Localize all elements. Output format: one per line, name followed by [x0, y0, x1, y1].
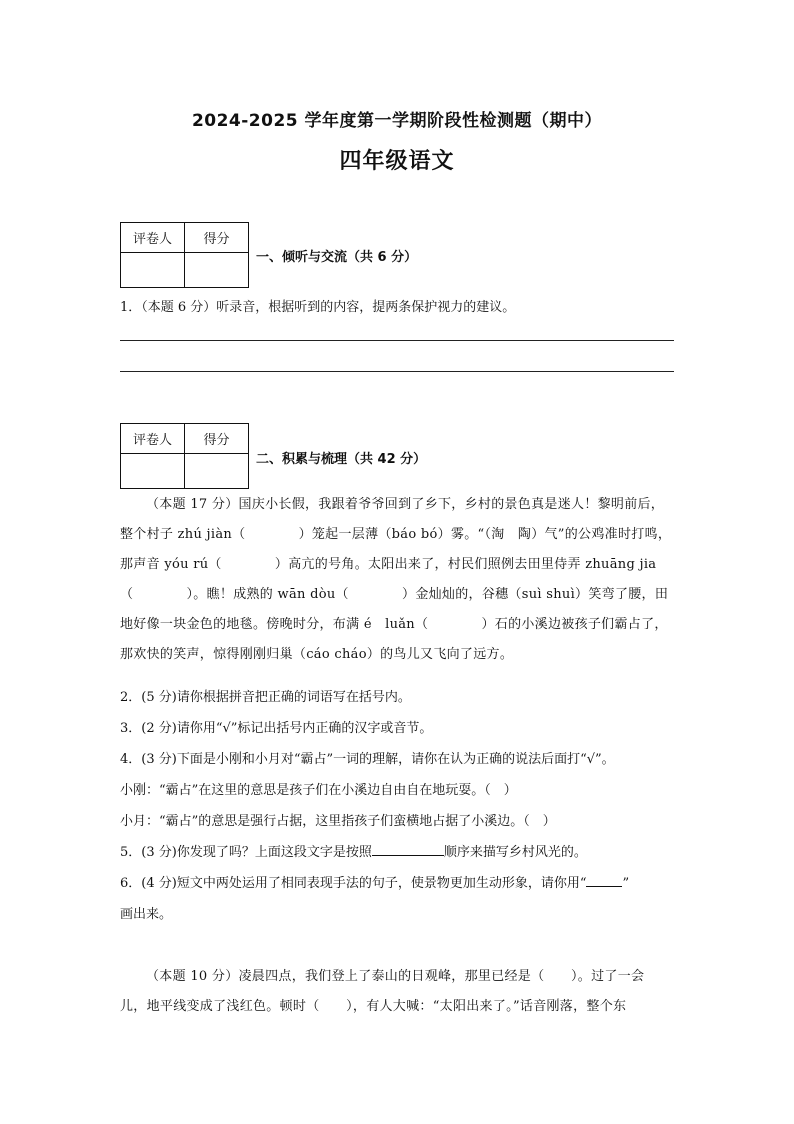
passage-line: 儿，地平线变成了浅红色。顿时（ ），有人大喊：“太阳出来了。”话音刚落，整个东 [120, 999, 627, 1014]
grader-cell[interactable] [121, 454, 185, 489]
passage-line: 那声音 yóu rú（ ）高亢的号角。太阳出来了，村民们照例去田里侍弄 zhuāng jia [120, 557, 657, 572]
answer-line-2[interactable] [120, 371, 674, 372]
question-5-text: 5．(3 分)你发现了吗？上面这段文字是按照 [120, 845, 372, 860]
score-box-2 [120, 423, 249, 489]
score-label: 得分 [185, 223, 249, 253]
option-xiaogang: 小刚：“霸占”在这里的意思是孩子们在小溪边自由自在地玩耍。（ ） [120, 783, 517, 798]
answer-line-1[interactable] [120, 340, 674, 341]
question-1: 1．（本题 6 分）听录音，根据听到的内容，提两条保护视力的建议。 [120, 300, 516, 315]
section-2-heading: 二、积累与梳理（共 42 分） [256, 452, 427, 467]
section-1-heading: 一、倾听与交流（共 6 分） [256, 250, 418, 265]
passage-line: 整个村子 zhú jiàn（ ）笼起一层薄（báo bó）雾。“（淘 陶）气”的公鸡准时打鸣， [120, 527, 672, 542]
passage-line: （本题 17 分）国庆小长假，我跟着爷爷回到了乡下，乡村的景色真是迷人！黎明前后， [146, 497, 665, 512]
score-label: 得分 [185, 424, 249, 454]
answer-blank[interactable] [372, 843, 444, 856]
exam-title: 2024-2025 学年度第一学期阶段性检测题（期中） [191, 111, 603, 131]
underline-mark [586, 874, 622, 887]
question-2: 2．(5 分)请你根据拼音把正确的词语写在括号内。 [120, 690, 411, 705]
score-cell[interactable] [185, 253, 249, 288]
question-6-cont: 画出来。 [120, 907, 173, 922]
passage-line: （ ）。瞧！成熟的 wān dòu（ ）金灿灿的，谷穗（suì shuì）笑弯了腰，田 [120, 587, 669, 602]
exam-subtitle: 四年级语文 [339, 149, 455, 174]
question-3: 3．(2 分)请你用“√”标记出括号内正确的汉字或音节。 [120, 721, 433, 736]
score-cell[interactable] [185, 454, 249, 489]
grader-label: 评卷人 [121, 424, 185, 454]
question-5-text-end: 顺序来描写乡村风光的。 [443, 845, 587, 860]
question-6-text-end: ” [622, 876, 630, 891]
passage-line: 那欢快的笑声，惊得刚刚归巢（cáo cháo）的鸟儿又飞向了远方。 [120, 647, 514, 662]
passage-line: 地好像一块金色的地毯。傍晚时分，布满 é luǎn（ ）石的小溪边被孩子们霸占了， [120, 617, 668, 632]
passage-line: （本题 10 分）凌晨四点，我们登上了泰山的日观峰，那里已经是（ ）。过了一会 [146, 969, 645, 984]
grader-label: 评卷人 [121, 223, 185, 253]
question-6-text: 6．(4 分)短文中两处运用了相同表现手法的句子，使景物更加生动形象，请你用“ [120, 876, 587, 891]
reading-passage-2 [120, 962, 676, 1022]
grader-cell[interactable] [121, 253, 185, 288]
question-5 [120, 841, 587, 860]
question-6 [120, 872, 629, 891]
option-xiaoyue: 小月：“霸占”的意思是强行占据，这里指孩子们蛮横地占据了小溪边。（ ） [120, 814, 556, 829]
score-box-1 [120, 222, 249, 288]
reading-passage-1 [120, 490, 676, 670]
question-4: 4．(3 分)下面是小刚和小月对“霸占”一词的理解，请你在认为正确的说法后面打“√”。 [120, 752, 615, 767]
